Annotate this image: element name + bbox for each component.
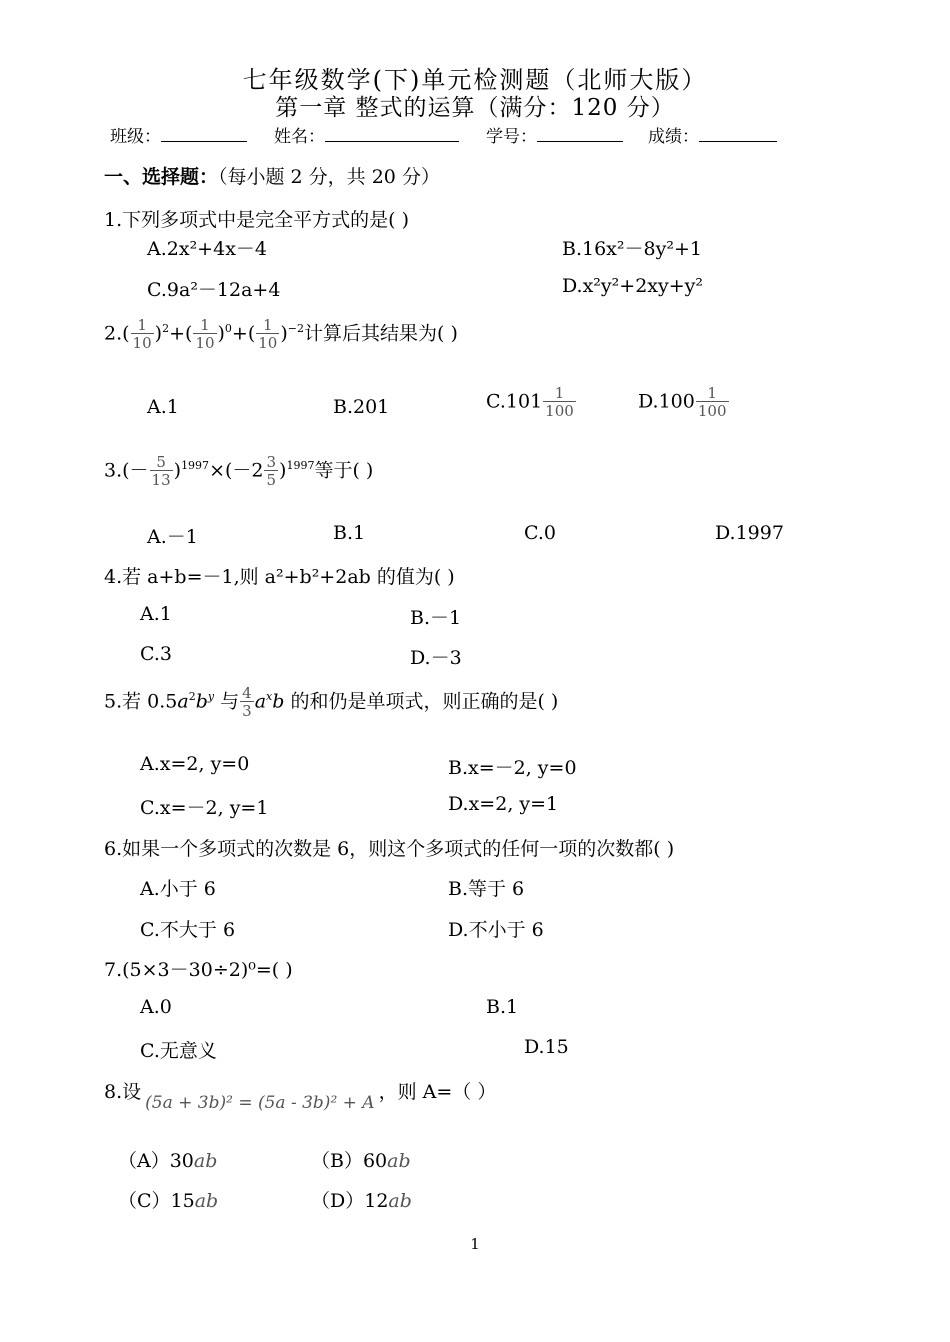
q2-option-a: A.1 xyxy=(147,396,179,418)
q3-option-a: A.－1 xyxy=(147,526,198,548)
q5-fraction xyxy=(240,686,254,719)
q5-denominator: 3 xyxy=(242,702,252,720)
q7-option-d: D.15 xyxy=(524,1036,569,1058)
q8-option-c-label: （C）15 xyxy=(118,1190,195,1212)
q3-fraction-2 xyxy=(264,455,278,488)
q2-frac1-numerator: 1 xyxy=(131,318,154,334)
q1-option-c: C.9a²－12a+4 xyxy=(147,279,281,301)
q5-prefix: 5.若 0.5 xyxy=(104,690,178,713)
class-blank xyxy=(161,127,247,142)
section-title: 一、选择题： xyxy=(104,166,219,188)
q3-stem: 3.(－ $\frac{5}{13}$ )$^{1997}$×(－2 $\frac{3}{5}$ )$^{1997}$等于( ) xyxy=(104,453,374,489)
q2-option-d xyxy=(638,386,730,419)
q3-option-c: C.0 xyxy=(524,522,556,544)
q4-option-a: A.1 xyxy=(140,603,172,625)
q2-exponent-1: 2 xyxy=(162,322,170,336)
q7-stem: 7.(5×3－30÷2)⁰=( ) xyxy=(104,959,293,981)
page-title: 七年级数学(下)单元检测题（北师大版） xyxy=(242,66,708,94)
q1-option-b: B.16x²－8y²+1 xyxy=(562,238,702,260)
q5-option-a: A.x=2, y=0 xyxy=(140,753,250,775)
q5-option-c: C.x=－2, y=1 xyxy=(140,797,269,819)
q1-stem: 1.下列多项式中是完全平方式的是( ) xyxy=(104,209,409,231)
q6-stem: 6.如果一个多项式的次数是 6，则这个多项式的任何一项的次数都( ) xyxy=(104,838,675,860)
section-note: （每小题 2 分，共 20 分） xyxy=(218,166,440,188)
q8-option-b-var: ab xyxy=(387,1150,411,1172)
q8-option-d xyxy=(311,1186,412,1213)
q5-option-b: B.x=－2, y=0 xyxy=(448,757,577,779)
q2-fraction-2 xyxy=(193,318,216,351)
q3-option-d: D.1997 xyxy=(715,522,784,544)
q3-frac1-denominator: 13 xyxy=(151,471,171,489)
q2-option-d-fraction xyxy=(696,386,729,419)
q3-tail: 等于( ) xyxy=(314,459,374,482)
name-label: 姓名： xyxy=(274,127,325,147)
q2-tail: 计算后其结果为( ) xyxy=(304,322,458,345)
q2-number: 2.( xyxy=(104,322,130,345)
q4-option-d: D.－3 xyxy=(410,647,462,669)
q4-option-c: C.3 xyxy=(140,643,172,665)
q3-exponent-1: 1997 xyxy=(181,459,210,473)
q8-option-a-var: ab xyxy=(193,1150,218,1172)
score-field xyxy=(648,122,777,147)
q8-formula: (5a + 3b)² = (5a - 3b)² + A xyxy=(145,1093,375,1113)
q2-option-c-fraction xyxy=(543,386,576,419)
q7-option-a: A.0 xyxy=(140,996,172,1018)
q8-option-a-label: （A）30 xyxy=(118,1150,194,1172)
q2-frac3-denominator: 10 xyxy=(258,334,278,352)
q5-tail: 的和仍是单项式，则正确的是( ) xyxy=(290,690,559,713)
q8-stem xyxy=(104,1077,497,1113)
q3-exponent-2: 1997 xyxy=(286,459,315,473)
q3-option-b: B.1 xyxy=(333,522,366,544)
id-label: 学号： xyxy=(486,127,537,147)
q5-middle: 与 xyxy=(220,690,240,713)
q3-middle: ×(－2 xyxy=(209,459,264,482)
q8-option-a xyxy=(118,1146,217,1173)
q2-d-denominator: 100 xyxy=(697,402,727,420)
q8-option-d-var: ab xyxy=(388,1190,412,1212)
q2-option-b: B.201 xyxy=(333,396,390,418)
q8-tail: ，则 A=（ ） xyxy=(378,1081,497,1103)
q5-option-d: D.x=2, y=1 xyxy=(448,793,559,815)
page-number: 1 xyxy=(470,1235,480,1253)
q6-option-d: D.不小于 6 xyxy=(448,919,544,941)
q2-frac1-denominator: 10 xyxy=(132,334,152,352)
q5-stem: 5.若 $0.5a^2b^y$ 与 $\frac{4}{3}$ $a^xb$ 的和仍是单项式，则正确的是( ) xyxy=(104,684,559,720)
id-field xyxy=(486,122,623,147)
q2-option-c-label: C.101 xyxy=(486,390,543,413)
class-label: 班级： xyxy=(110,127,161,147)
q1-option-a: A.2x²+4x－4 xyxy=(147,238,267,260)
q7-option-c: C.无意义 xyxy=(140,1040,217,1062)
q3-frac2-denominator: 5 xyxy=(266,471,277,489)
q2-stem: 2.( $\frac{1}{10}$ )$^2$+( $\frac{1}{10}$ )$^0$+( $\frac{1}{10}$ )$^{-2}$计算后其结果为( ) xyxy=(104,316,458,352)
class-field xyxy=(110,122,247,147)
q8-option-b xyxy=(311,1146,411,1173)
q1-option-d: D.x²y²+2xy+y² xyxy=(562,275,704,297)
q2-option-c xyxy=(486,386,577,419)
q2-c-denominator: 100 xyxy=(545,402,574,420)
q4-stem: 4.若 a+b=－1,则 a²+b²+2ab 的值为( ) xyxy=(104,566,455,588)
q2-frac2-numerator: 1 xyxy=(193,318,216,334)
q5-numerator: 4 xyxy=(242,684,252,702)
q3-number: 3.(－ xyxy=(104,459,149,482)
name-field xyxy=(274,122,459,147)
q2-c-numerator: 1 xyxy=(543,386,576,402)
q6-option-c: C.不大于 6 xyxy=(140,919,236,941)
q8-option-d-label: （D）12 xyxy=(311,1190,389,1212)
q3-frac1-numerator: 5 xyxy=(150,455,173,471)
section-heading xyxy=(104,162,440,189)
q6-option-a: A.小于 6 xyxy=(140,878,216,900)
q2-exponent-3: −2 xyxy=(287,322,304,336)
q6-option-b: B.等于 6 xyxy=(448,878,525,900)
q4-option-b: B.－1 xyxy=(410,607,462,629)
q3-fraction-1 xyxy=(150,455,173,488)
q3-frac2-numerator: 3 xyxy=(266,453,277,471)
q7-option-b: B.1 xyxy=(486,996,519,1018)
name-blank xyxy=(325,127,459,142)
q2-d-numerator: 1 xyxy=(696,386,729,402)
q8-option-b-label: （B）60 xyxy=(311,1150,388,1172)
q2-fraction-1 xyxy=(131,318,154,351)
score-label: 成绩： xyxy=(648,127,699,147)
page-subtitle: 第一章 整式的运算（满分：120 分） xyxy=(275,95,675,121)
q2-option-d-label: D.100 xyxy=(638,390,695,413)
q8-option-c-var: ab xyxy=(194,1190,219,1212)
q8-prefix: 8.设 xyxy=(104,1081,142,1103)
id-blank xyxy=(537,127,623,142)
q2-fraction-3 xyxy=(256,318,279,351)
q8-option-c xyxy=(118,1186,218,1213)
q2-frac2-denominator: 10 xyxy=(195,334,215,352)
q2-frac3-numerator: 1 xyxy=(256,318,279,334)
score-blank xyxy=(699,127,777,142)
q2-exponent-2: 0 xyxy=(224,322,232,336)
